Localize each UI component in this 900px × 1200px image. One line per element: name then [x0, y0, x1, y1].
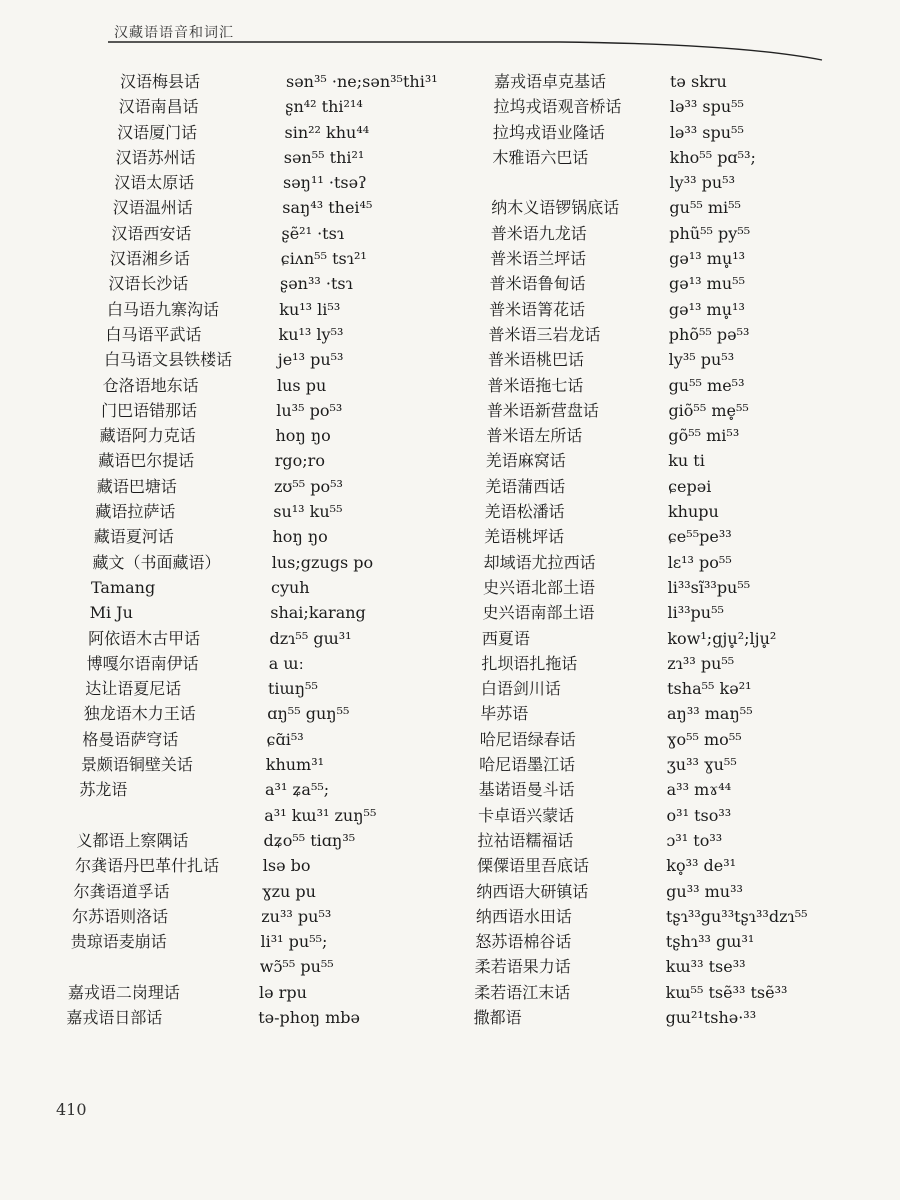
- transcription: tʂhɿ³³ gɯ³¹: [665, 932, 755, 952]
- entry-row: [476, 853, 737, 878]
- transcription: ʂən³³ ·tsɿ: [280, 274, 353, 294]
- language-name: Mi Ju: [89, 603, 133, 623]
- transcription: ku¹³ li⁵³: [279, 299, 341, 319]
- entry-row: [73, 879, 316, 904]
- transcription: je¹³ pu⁵³: [277, 350, 344, 370]
- language-name: 普米语九龙话: [490, 223, 587, 243]
- transcription: ʂẽ²¹ ·tsɿ: [281, 223, 345, 243]
- entry-row: [489, 271, 745, 296]
- transcription: lə rpu: [259, 982, 307, 1002]
- entry-row: [492, 120, 744, 145]
- transcription: zʊ⁵⁵ po⁵³: [274, 476, 343, 496]
- transcription: səŋ¹¹ ·tsəʔ: [283, 173, 367, 193]
- entry-row: [481, 626, 777, 651]
- entry-row: [473, 1005, 757, 1030]
- language-name: 格曼语萨穹话: [82, 729, 179, 749]
- entry-row: [482, 600, 724, 625]
- transcription: ɣzu pu: [262, 881, 316, 901]
- entry-row: [109, 246, 367, 271]
- language-name: 门巴语错那话: [101, 400, 198, 420]
- language-name: 汉语梅县话: [120, 72, 201, 91]
- language-name: 尔龚语道孚话: [73, 881, 170, 901]
- transcription: hoŋ ŋo: [275, 426, 331, 446]
- language-name: 汉语南昌话: [118, 97, 199, 117]
- entry-row: [70, 929, 328, 954]
- transcription: a³³ mɤ⁴⁴: [666, 780, 732, 800]
- entry-row: [494, 69, 727, 94]
- entry-row: [479, 752, 737, 777]
- entry-row: [83, 701, 350, 726]
- language-name: 普米语新营盘话: [486, 400, 599, 420]
- entry-row: [82, 727, 304, 752]
- language-name: 白语剑川话: [480, 679, 561, 699]
- transcription: li³¹ pu⁵⁵;: [260, 932, 328, 952]
- entry-row: [480, 701, 753, 726]
- language-name: 藏文（书面藏语）: [92, 552, 221, 572]
- entry-row: [484, 499, 719, 524]
- language-name: 尔龚语丹巴革什扎话: [75, 856, 220, 876]
- transcription: gõ⁵⁵ mi⁵³: [668, 426, 740, 446]
- entry-row: [475, 929, 755, 954]
- language-name: 普米语拖七话: [487, 375, 584, 395]
- transcription: ku ti: [668, 451, 705, 471]
- language-name: 普米语鲁甸话: [489, 274, 586, 294]
- language-name: 纳木义语锣锅底话: [491, 198, 620, 218]
- transcription: ly³⁵ pu⁵³: [668, 350, 735, 370]
- transcription: cyuh: [271, 577, 310, 597]
- language-name: 藏语巴尔提话: [98, 451, 195, 471]
- entry-row: [487, 347, 735, 372]
- left-column: [66, 69, 438, 1030]
- entry-row: [112, 195, 373, 220]
- entry-row: [486, 398, 749, 423]
- language-name: 博嘎尔语南伊话: [86, 653, 199, 673]
- transcription: ɕiʌn⁵⁵ tsɿ²¹: [280, 249, 367, 269]
- transcription: shai;karang: [270, 603, 366, 623]
- entry-row: [105, 322, 344, 347]
- language-name: 普米语兰坪话: [490, 249, 587, 269]
- transcription: su¹³ ku⁵⁵: [273, 502, 343, 522]
- language-name: 尔苏语则洛话: [72, 906, 169, 926]
- transcription: phõ⁵⁵ pə⁵³: [668, 324, 750, 344]
- language-name: 傈僳语里吾底话: [476, 856, 589, 876]
- entry-row: [76, 828, 356, 853]
- transcription: a³¹ kɯ³¹ zuŋ⁵⁵: [264, 805, 377, 825]
- transcription: giõ⁵⁵ me̥⁵⁵: [668, 400, 749, 420]
- entry-row: [95, 499, 343, 524]
- language-name: 阿依语木古甲话: [88, 628, 201, 648]
- transcription: dʑo⁵⁵ tiɑŋ³⁵: [263, 830, 356, 850]
- entry-row: [92, 550, 374, 575]
- transcription: ly³³ pu⁵³: [669, 173, 735, 193]
- entry-row: [485, 448, 705, 473]
- entry-row: [72, 904, 332, 929]
- right-column: [473, 69, 808, 1030]
- transcription: tə-phoŋ mbə: [258, 1007, 361, 1027]
- transcription: phũ⁵⁵ py⁵⁵: [669, 223, 751, 243]
- transcription: kɯ³³ tse³³: [665, 957, 746, 977]
- transcription: ʒu³³ ɣu⁵⁵: [666, 755, 737, 775]
- entry-row: [67, 980, 307, 1005]
- language-name: 汉语长沙话: [108, 274, 189, 294]
- transcription: wɔ̃⁵⁵ pu⁵⁵: [259, 957, 334, 977]
- transcription: khum³¹: [265, 755, 325, 775]
- entry-row: [85, 676, 318, 701]
- transcription: lu³⁵ po⁵³: [276, 400, 343, 420]
- transcription: aŋ³³ maŋ⁵⁵: [667, 704, 753, 724]
- entry-row: [115, 145, 365, 170]
- language-name: 哈尼语墨江话: [479, 755, 576, 775]
- entry-row: [492, 170, 735, 195]
- language-name: Tamang: [91, 577, 156, 597]
- language-name: 史兴语南部土语: [482, 603, 595, 623]
- transcription: sən³⁵ ·ne;sən³⁵thi³¹: [286, 72, 438, 91]
- transcription: ɕe⁵⁵pe³³: [667, 527, 732, 547]
- language-name: 嘉戎语卓克基话: [494, 72, 607, 91]
- transcription: lə³³ spu⁵⁵: [669, 97, 744, 117]
- entry-row: [481, 651, 735, 676]
- transcription: gu⁵⁵ me⁵³: [668, 375, 745, 395]
- entry-row: [79, 777, 330, 802]
- language-name: 毕苏语: [480, 704, 529, 724]
- transcription: sən⁵⁵ thi²¹: [283, 147, 365, 167]
- entry-row: [486, 423, 740, 448]
- transcription: lus pu: [277, 375, 327, 395]
- language-name: 汉语太原话: [114, 173, 195, 193]
- entry-row: [483, 575, 751, 600]
- entry-row: [475, 904, 808, 929]
- entry-row: [493, 94, 744, 119]
- language-name: 怒苏语棉谷话: [475, 932, 572, 952]
- language-name: 卡卓语兴蒙话: [478, 805, 575, 825]
- transcription: tsha⁵⁵ kə²¹: [667, 679, 752, 699]
- language-name: 普米语箐花话: [489, 299, 586, 319]
- transcription: tʂɿ³³gu³³tʂɿ³³dzɿ⁵⁵: [666, 906, 808, 926]
- language-name: 仓洛语地东话: [102, 375, 199, 395]
- language-name: 白马语文县铁楼话: [104, 350, 233, 370]
- language-name: 景颇语铜壁关话: [80, 755, 193, 775]
- entry-row: [86, 651, 304, 676]
- entry-row: [492, 145, 756, 170]
- entry-row: [478, 803, 732, 828]
- entry-row: [88, 626, 352, 651]
- language-name: 贵琼语麦崩话: [70, 932, 167, 952]
- entry-row: [487, 373, 745, 398]
- entry-row: [485, 474, 712, 499]
- entry-row: [91, 575, 310, 600]
- transcription: khupu: [667, 502, 719, 522]
- transcription: o³¹ tso³³: [666, 805, 732, 825]
- language-name: 藏语巴塘话: [96, 476, 177, 496]
- language-name: 拉坞戎语观音桥话: [493, 97, 622, 117]
- language-name: 史兴语北部土语: [483, 577, 596, 597]
- language-name: 扎坝语扎拖话: [481, 653, 578, 673]
- entry-row: [98, 448, 325, 473]
- transcription: li³³pu⁵⁵: [667, 603, 724, 623]
- transcription: saŋ⁴³ thei⁴⁵: [282, 198, 373, 218]
- transcription: lɛ¹³ po⁵⁵: [667, 552, 732, 572]
- entry-row: [75, 853, 311, 878]
- transcription: lə³³ spu⁵⁵: [669, 122, 744, 142]
- running-header: 汉藏语语音和词汇: [114, 25, 234, 41]
- entry-row: [474, 980, 788, 1005]
- entry-row: [111, 221, 345, 246]
- language-name: 达让语夏尼话: [85, 679, 182, 699]
- transcription: zu³³ pu⁵³: [261, 906, 332, 926]
- language-name: 藏语阿力克话: [99, 426, 196, 446]
- transcription: lsə bo: [262, 856, 311, 876]
- language-name: 木雅语六巴话: [492, 147, 589, 167]
- transcription: kho⁵⁵ pɑ⁵³;: [669, 147, 756, 167]
- language-name: 西夏语: [481, 628, 530, 648]
- language-name: 羌语蒲西话: [485, 476, 566, 496]
- language-name: 嘉戎语二岗理话: [67, 982, 180, 1002]
- transcription: gə¹³ mu̥¹³: [669, 249, 746, 269]
- language-name: 苏龙语: [79, 780, 128, 800]
- transcription: tiɯŋ⁵⁵: [268, 679, 318, 699]
- transcription: ɑŋ⁵⁵ guŋ⁵⁵: [267, 704, 350, 724]
- entry-row: [66, 1005, 361, 1030]
- entry-row: [476, 879, 743, 904]
- entry-row: [477, 828, 723, 853]
- entry-row: [490, 221, 751, 246]
- language-name: 却域语尤拉西话: [483, 552, 596, 572]
- transcription: kow¹;gju̥²;lju̥²: [667, 628, 777, 648]
- language-name: 纳西语大研镇话: [476, 881, 589, 901]
- entry-row: [484, 524, 732, 549]
- entry-row: [93, 524, 328, 549]
- entry-row: [488, 322, 750, 347]
- entry-row: [108, 271, 353, 296]
- language-name: 柔若语江末话: [474, 982, 571, 1002]
- transcription: gu⁵⁵ mi⁵⁵: [669, 198, 741, 218]
- entry-row: [69, 954, 334, 979]
- transcription: li³³sĩ³³pu⁵⁵: [667, 577, 751, 597]
- language-name: 汉语西安话: [111, 223, 192, 243]
- entry-row: [483, 550, 732, 575]
- language-name: 拉祜语糯福话: [477, 830, 574, 850]
- entry-row: [479, 727, 742, 752]
- transcription: kɯ⁵⁵ tsẽ³³ tsẽ³³: [665, 982, 788, 1002]
- entry-row: [490, 246, 746, 271]
- language-name: 纳西语水田话: [475, 906, 572, 926]
- transcription: tə skru: [670, 72, 727, 91]
- language-name: 义都语上察隅话: [76, 830, 189, 850]
- transcription: sin²² khu⁴⁴: [284, 122, 370, 142]
- language-name: 普米语左所话: [486, 426, 583, 446]
- transcription: gu³³ mu³³: [666, 881, 743, 901]
- entry-row: [114, 170, 367, 195]
- language-name: 羌语桃坪话: [484, 527, 565, 547]
- transcription: ku¹³ ly⁵³: [278, 324, 344, 344]
- transcription: ɣo⁵⁵ mo⁵⁵: [666, 729, 742, 749]
- language-name: 基诺语曼斗话: [478, 780, 575, 800]
- language-name: 藏语夏河话: [93, 527, 174, 547]
- entry-row: [78, 803, 377, 828]
- entry-row: [480, 676, 752, 701]
- entry-row: [120, 69, 438, 94]
- entry-row: [101, 398, 343, 423]
- language-name: 汉语湘乡话: [109, 249, 190, 269]
- transcription: ɕɑ̃i⁵³: [266, 729, 304, 749]
- language-name: 独龙语木力王话: [83, 704, 196, 724]
- language-name: 白马语平武话: [105, 324, 202, 344]
- transcription: ɔ³¹ to³³: [666, 830, 723, 850]
- language-name: 普米语桃巴话: [487, 350, 584, 370]
- transcription: dzɿ⁵⁵ gɯ³¹: [269, 628, 352, 648]
- language-name: 普米语三岩龙话: [488, 324, 601, 344]
- transcription: zɿ³³ pu⁵⁵: [667, 653, 735, 673]
- language-name: 藏语拉萨话: [95, 502, 176, 522]
- entry-row: [99, 423, 331, 448]
- transcription: gɯ²¹tshə·³³: [665, 1007, 757, 1027]
- entry-row: [117, 120, 370, 145]
- language-name: 羌语麻窝话: [485, 451, 566, 471]
- entry-row: [102, 373, 327, 398]
- transcription: lus;gzugs po: [271, 552, 374, 572]
- entry-row: [489, 297, 745, 322]
- transcription: gə¹³ mu̥¹³: [668, 299, 745, 319]
- entry-row: [89, 600, 366, 625]
- entry-row: [478, 777, 732, 802]
- entry-row: [491, 195, 741, 220]
- transcription: a³¹ ʑa⁵⁵;: [265, 780, 330, 800]
- entry-row: [80, 752, 325, 777]
- entry-row: [96, 474, 343, 499]
- language-name: 柔若语果力话: [474, 957, 571, 977]
- entry-row: [104, 347, 344, 372]
- header-rule: [0, 0, 900, 80]
- transcription: rgo;ro: [274, 451, 325, 471]
- page-number: 410: [56, 1100, 87, 1119]
- entry-row: [118, 94, 363, 119]
- language-name: 白马语九寨沟话: [106, 299, 219, 319]
- transcription: hoŋ ŋo: [272, 527, 328, 547]
- language-name: 羌语松潘话: [484, 502, 565, 522]
- language-name: 撒都语: [473, 1007, 522, 1027]
- transcription: a ɯː: [268, 653, 304, 673]
- language-name: 拉坞戎语业隆话: [492, 122, 605, 142]
- entry-row: [106, 297, 341, 322]
- entry-row: [474, 954, 746, 979]
- transcription: ko̥³³ de³¹: [666, 856, 737, 876]
- transcription: ʂn⁴² thi²¹⁴: [285, 97, 363, 117]
- language-name: 嘉戎语日部话: [66, 1007, 163, 1027]
- language-name: 哈尼语绿春话: [479, 729, 576, 749]
- language-name: 汉语苏州话: [115, 147, 196, 167]
- language-name: 汉语温州话: [112, 198, 193, 218]
- transcription: gə¹³ mu⁵⁵: [669, 274, 745, 294]
- language-name: 汉语厦门话: [117, 122, 198, 142]
- transcription: ɕepəi: [668, 476, 712, 496]
